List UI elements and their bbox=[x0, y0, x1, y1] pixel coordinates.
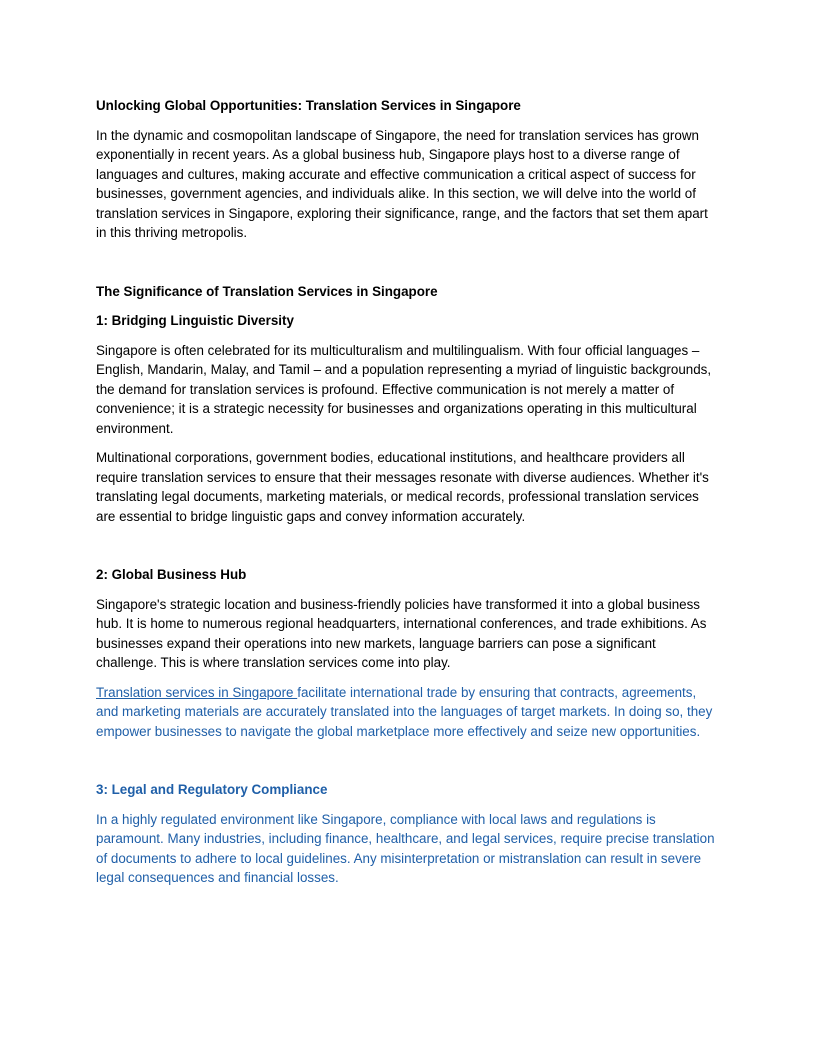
document-title: Unlocking Global Opportunities: Translation Services in Singapore bbox=[96, 98, 521, 113]
section2-heading: 2: Global Business Hub bbox=[96, 567, 247, 582]
translation-services-link[interactable]: Translation services in Singapore bbox=[96, 684, 298, 700]
spacer bbox=[96, 751, 718, 780]
section1-heading: 1: Bridging Linguistic Diversity bbox=[96, 313, 294, 328]
document-page bbox=[96, 96, 718, 898]
section2-paragraph-2-text: facilitate international trade by ensuring that contracts, agreements, and marketing materials are accurately translated into the languages of target markets. In doing so, they empower businesses to navigate the global marketplace more effectively and seize new opportunities. bbox=[96, 684, 713, 739]
section1-paragraph-1: Singapore is often celebrated for its multiculturalism and multilingualism. With four official languages – English, Mandarin, Malay, and Tamil – and a population representing a myriad of linguistic backgrounds, the demand for translation services is profound. Effective communication is not merely a matter of convenience; it is a strategic necessity for businesses and organizations operating in this multicultural environment. bbox=[96, 342, 712, 436]
section3-paragraph-1: In a highly regulated environment like Singapore, compliance with local laws and regulations is paramount. Many industries, including finance, healthcare, and legal services, require precise translation of documents to adhere to local guidelines. Any misinterpretation or mistranslation can result in severe legal consequences and financial losses. bbox=[96, 811, 715, 885]
section2-paragraph-2 bbox=[96, 683, 718, 742]
spacer bbox=[96, 536, 718, 565]
intro-paragraph: In the dynamic and cosmopolitan landscape of Singapore, the need for translation services has grown exponentially in recent years. As a global business hub, Singapore plays host to a diverse range of languages and cultures, making accurate and effective communication a critical aspect of success for businesses, government agencies, and individuals alike. In this section, we will delve into the world of translation services in Singapore, exploring their significance, range, and the factors that set them apart in this thriving metropolis. bbox=[96, 127, 708, 240]
significance-heading: The Significance of Translation Services in Singapore bbox=[96, 283, 438, 299]
section2-paragraph-1: Singapore's strategic location and business-friendly policies have transformed it into a global business hub. It is home to numerous regional headquarters, international conferences, and trade exhibitions. As businesses expand their operations into new markets, language barriers can pose a significant challenge. This is where translation services come into play. bbox=[96, 596, 707, 670]
section3-heading: 3: Legal and Regulatory Compliance bbox=[96, 782, 328, 797]
section1-paragraph-2: Multinational corporations, government bodies, educational institutions, and healthcare providers all require translation services to ensure that their messages resonate with diverse audiences. Whether it's translating legal documents, marketing materials, or medical records, professional translation services are essential to bridge linguistic gaps and convey information accurately. bbox=[96, 450, 709, 524]
spacer bbox=[96, 253, 718, 282]
